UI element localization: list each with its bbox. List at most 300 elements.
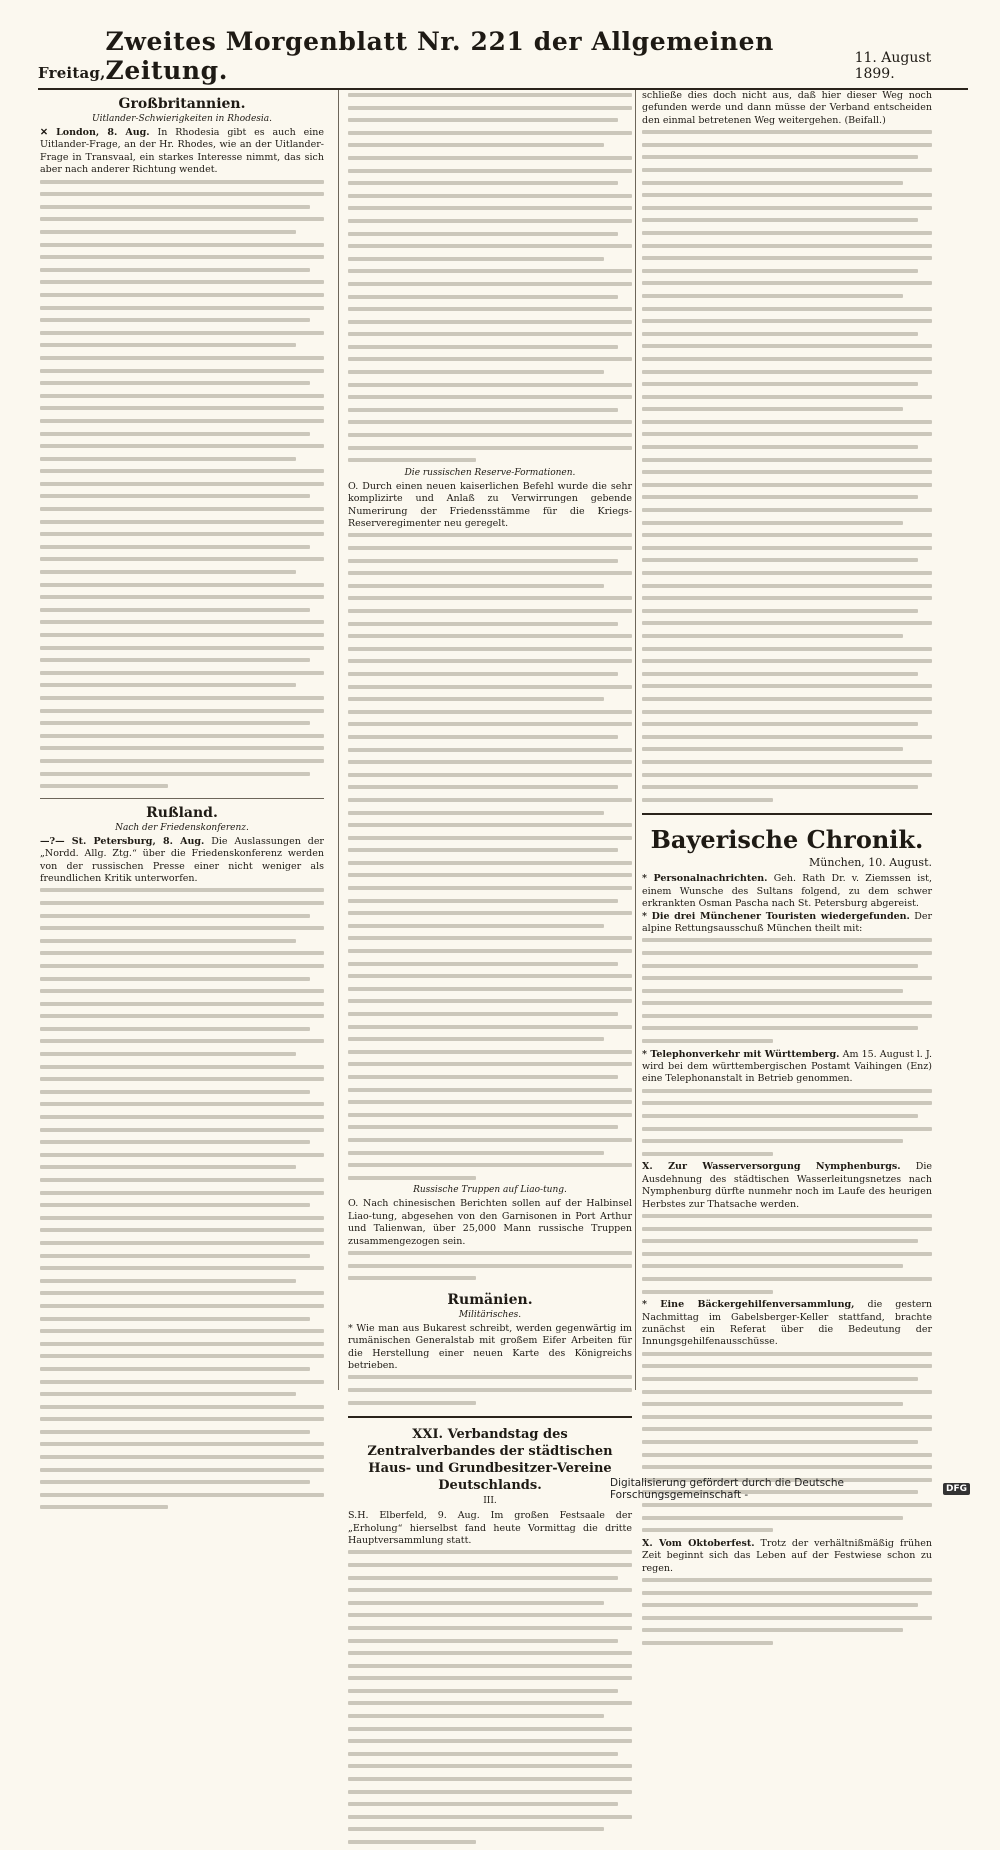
text-line	[40, 293, 324, 303]
column-2	[348, 90, 632, 1850]
dateline: ✕ London, 8. Aug.	[40, 127, 150, 138]
text-line	[348, 93, 632, 103]
text-line	[348, 811, 632, 821]
text-line	[348, 924, 632, 934]
text-line	[40, 1153, 324, 1163]
text-line	[642, 1578, 932, 1588]
text-line	[40, 746, 324, 756]
dateline: —?— St. Petersburg, 8. Aug.	[40, 835, 205, 847]
text-line	[642, 1014, 932, 1024]
text-line	[348, 1062, 632, 1072]
text-line	[348, 1752, 632, 1762]
text-line	[40, 1430, 324, 1440]
text-line	[40, 1392, 324, 1402]
text-line	[40, 1077, 324, 1087]
text-line	[348, 446, 632, 456]
text-line	[40, 1367, 324, 1377]
text-line	[642, 1465, 932, 1475]
text-line	[40, 255, 324, 265]
text-line	[348, 634, 632, 644]
illegible-text-block	[348, 93, 632, 468]
text-line	[40, 1380, 324, 1390]
dfg-logo-icon: DFG	[943, 1483, 970, 1495]
text-line	[642, 659, 932, 669]
text-line	[348, 345, 632, 355]
text-line	[40, 381, 324, 391]
text-line	[642, 938, 932, 948]
text-line	[40, 772, 324, 782]
text-line	[642, 976, 932, 986]
text-line	[40, 356, 324, 366]
illegible-text-block	[40, 180, 324, 794]
text-line	[348, 1840, 632, 1850]
article-lead	[642, 911, 932, 936]
section-subheading: Nach der Friedenskonferenz.	[115, 822, 249, 833]
text-line	[348, 1576, 632, 1586]
text-line	[348, 131, 632, 141]
text-line	[40, 989, 324, 999]
text-line	[348, 269, 632, 279]
chronicle-dateline: München, 10. August.	[809, 856, 932, 870]
text-line	[348, 1012, 632, 1022]
text-line	[348, 194, 632, 204]
text-line	[348, 332, 632, 342]
text-line	[40, 1090, 324, 1100]
text-line	[40, 1027, 324, 1037]
text-line	[40, 217, 324, 227]
text-line	[642, 382, 932, 392]
text-line	[348, 169, 632, 179]
text-line	[348, 1639, 632, 1649]
column-rule	[635, 90, 636, 1390]
text-line	[348, 936, 632, 946]
text-line	[40, 419, 324, 429]
text-line	[348, 559, 632, 569]
text-line	[40, 457, 324, 467]
text-line	[40, 721, 324, 731]
article-lead	[642, 1538, 932, 1575]
text-line	[40, 1266, 324, 1276]
text-line	[642, 1364, 932, 1374]
item-heading: X. Vom Oktoberfest.	[642, 1537, 755, 1549]
text-line	[348, 295, 632, 305]
text-line	[348, 219, 632, 229]
text-line	[642, 432, 932, 442]
text-line	[40, 914, 324, 924]
text-line	[642, 1114, 932, 1124]
lead-text: Die Auslassungen der „Nordd. Allg. Ztg.“ über die Friedenskonferenz werden von der russischen Presse einer nicht weniger als freundlichen Kritik unterworfen.	[40, 835, 324, 884]
text-line	[348, 1714, 632, 1724]
text-line	[40, 520, 324, 530]
text-line	[348, 785, 632, 795]
illegible-text-block	[348, 1550, 632, 1849]
text-line	[348, 458, 632, 468]
text-line	[642, 1239, 932, 1249]
text-line	[642, 445, 932, 455]
lead-text: Trotz der verhältnißmäßig frühen Zeit beginnt sich das Leben auf der Festwiese schon zu regen.	[642, 1537, 932, 1574]
text-line	[348, 962, 632, 972]
text-line	[40, 1165, 324, 1175]
text-line	[642, 357, 932, 367]
text-line	[348, 899, 632, 909]
section-heading-grossbritannien: Großbritannien.	[118, 96, 246, 112]
masthead-title: Zweites Morgenblatt Nr. 221 der Allgemeinen Zeitung.	[105, 27, 774, 85]
text-line	[642, 989, 932, 999]
text-line	[40, 1102, 324, 1112]
text-line	[642, 1101, 932, 1111]
illegible-text-block	[642, 938, 932, 1048]
text-line	[40, 620, 324, 630]
text-line	[348, 735, 632, 745]
text-line	[40, 734, 324, 744]
text-line	[642, 571, 932, 581]
text-line	[40, 1178, 324, 1188]
text-line	[348, 106, 632, 116]
illegible-text-block	[642, 130, 932, 807]
section-subheading: Die russischen Reserve-Formationen.	[404, 467, 576, 478]
text-line	[348, 1689, 632, 1699]
text-line	[40, 1140, 324, 1150]
text-line	[642, 1603, 932, 1613]
article-lead	[642, 1161, 932, 1211]
text-line	[642, 1152, 932, 1162]
text-line	[642, 1214, 932, 1224]
text-line	[40, 1216, 324, 1226]
text-line	[40, 469, 324, 479]
section-heading-russland: Rußland.	[146, 804, 218, 821]
text-line	[642, 747, 932, 757]
text-line	[40, 406, 324, 416]
text-line	[40, 759, 324, 769]
text-line	[348, 383, 632, 393]
text-line	[348, 1727, 632, 1737]
text-line	[348, 911, 632, 921]
text-line	[348, 1276, 632, 1286]
text-line	[642, 256, 932, 266]
text-line	[40, 545, 324, 555]
column-rule	[338, 90, 339, 1390]
text-line	[40, 280, 324, 290]
text-line	[348, 357, 632, 367]
text-line	[348, 974, 632, 984]
text-line	[40, 507, 324, 517]
text-line	[348, 1613, 632, 1623]
text-line	[40, 1291, 324, 1301]
text-line	[642, 1227, 932, 1237]
text-line	[40, 1405, 324, 1415]
text-line	[642, 722, 932, 732]
text-line	[348, 1125, 632, 1135]
text-line	[348, 685, 632, 695]
text-line	[642, 533, 932, 543]
text-line	[348, 1802, 632, 1812]
text-line	[642, 584, 932, 594]
text-line	[40, 1480, 324, 1490]
text-line	[642, 1516, 932, 1526]
text-line	[642, 168, 932, 178]
text-line	[348, 672, 632, 682]
text-line	[40, 951, 324, 961]
column-1	[40, 90, 324, 1515]
text-line	[642, 1352, 932, 1362]
section-heading-rumaenien: Rumänien.	[447, 1291, 533, 1308]
text-line	[348, 1563, 632, 1573]
text-line	[40, 394, 324, 404]
digitization-credit	[610, 1478, 970, 1500]
text-line	[642, 596, 932, 606]
article-lead	[642, 873, 932, 910]
section-subheading: Militärisches.	[458, 1309, 522, 1320]
masthead-day: Freitag,	[38, 64, 106, 82]
text-line	[348, 798, 632, 808]
text-line	[642, 294, 932, 304]
text-line	[40, 1304, 324, 1314]
text-line	[348, 370, 632, 380]
text-line	[348, 697, 632, 707]
text-line	[348, 609, 632, 619]
text-line	[642, 1139, 932, 1149]
item-heading: * Die drei Münchener Touristen wiedergefunden.	[642, 910, 910, 922]
text-line	[642, 458, 932, 468]
article-lead	[642, 1049, 932, 1086]
text-line	[348, 584, 632, 594]
column-3	[642, 90, 932, 1651]
text-line	[348, 181, 632, 191]
text-line	[40, 658, 324, 668]
text-line	[348, 1138, 632, 1148]
article-part-number: III.	[483, 1496, 497, 1507]
text-line	[40, 1442, 324, 1452]
text-line	[348, 1764, 632, 1774]
text-line	[40, 1354, 324, 1364]
text-line	[642, 1252, 932, 1262]
text-line	[348, 1151, 632, 1161]
text-line	[642, 508, 932, 518]
lead-text: Am 15. August l. J. wird bei dem württembergischen Postamt Vaihingen (Enz) eine Telephonanstalt in Betrieb genommen.	[642, 1048, 932, 1085]
text-line	[348, 861, 632, 871]
text-line	[348, 1550, 632, 1560]
text-line	[642, 307, 932, 317]
text-line	[348, 1626, 632, 1636]
text-line	[642, 647, 932, 657]
text-line	[642, 344, 932, 354]
text-line	[642, 1039, 932, 1049]
text-line	[348, 1264, 632, 1274]
text-line	[348, 320, 632, 330]
masthead-date: 11. August 1899.	[854, 50, 932, 82]
text-line	[642, 1089, 932, 1099]
text-line	[40, 1039, 324, 1049]
text-line	[642, 269, 932, 279]
text-line	[642, 281, 932, 291]
section-heading-bayerische-chronik: Bayerische Chronik.	[650, 825, 924, 855]
text-line	[40, 683, 324, 693]
text-line	[642, 1528, 932, 1538]
text-line	[348, 307, 632, 317]
text-line	[348, 433, 632, 443]
text-line	[348, 1739, 632, 1749]
text-line	[40, 1505, 324, 1515]
text-line	[348, 1651, 632, 1661]
text-line	[642, 521, 932, 531]
text-line	[40, 1228, 324, 1238]
text-line	[642, 319, 932, 329]
text-line	[642, 1427, 932, 1437]
text-line	[642, 1390, 932, 1400]
text-line	[642, 609, 932, 619]
text-line	[40, 180, 324, 190]
text-line	[348, 1401, 632, 1411]
text-line	[40, 1014, 324, 1024]
text-line	[642, 1616, 932, 1626]
lead-text: In Rhodesia gibt es auch eine Uitlander-Frage, an der Hr. Rhodes, wie an der Uitlander-Frage in Transvaal, ein starkes Interesse nimmt, das sich aber nach anderer Richtung wendet.	[40, 127, 324, 176]
text-line	[348, 1100, 632, 1110]
text-line	[40, 709, 324, 719]
section-divider	[40, 798, 324, 799]
text-line	[40, 1203, 324, 1213]
text-line	[642, 495, 932, 505]
text-line	[40, 1191, 324, 1201]
text-line	[40, 444, 324, 454]
text-line	[642, 395, 932, 405]
text-line	[642, 1440, 932, 1450]
text-line	[348, 156, 632, 166]
text-line	[40, 1317, 324, 1327]
text-line	[348, 773, 632, 783]
text-line	[642, 1290, 932, 1300]
text-line	[348, 873, 632, 883]
text-line	[642, 785, 932, 795]
text-line	[348, 571, 632, 581]
text-line	[642, 470, 932, 480]
text-line	[40, 1417, 324, 1427]
text-line	[642, 181, 932, 191]
text-line	[40, 926, 324, 936]
text-line	[642, 1026, 932, 1036]
text-line	[642, 951, 932, 961]
text-line	[40, 557, 324, 567]
text-line	[40, 696, 324, 706]
text-line	[642, 193, 932, 203]
text-line	[40, 1065, 324, 1075]
text-line	[642, 1503, 932, 1513]
text-line	[642, 1264, 932, 1274]
text-line	[40, 494, 324, 504]
illegible-text-block	[40, 888, 324, 1515]
text-line	[642, 735, 932, 745]
text-line	[642, 1127, 932, 1137]
text-line	[642, 634, 932, 644]
article-lead: schließe dies doch nicht aus, daß hier dieser Weg noch gefunden werde und dann müsse der Verband entscheiden den einmal betretenen Weg weitergehen. (Beifall.)	[642, 90, 932, 126]
text-line	[40, 570, 324, 580]
text-line	[642, 332, 932, 342]
text-line	[40, 482, 324, 492]
text-line	[348, 1037, 632, 1047]
text-line	[642, 1628, 932, 1638]
text-line	[348, 244, 632, 254]
text-line	[40, 205, 324, 215]
text-line	[40, 671, 324, 681]
article-lead	[40, 836, 324, 886]
illegible-text-block	[642, 1352, 932, 1538]
text-line	[40, 343, 324, 353]
illegible-text-block	[642, 1214, 932, 1299]
item-heading: * Telephonverkehr mit Württemberg.	[642, 1048, 840, 1060]
item-heading: * Personalnachrichten.	[642, 873, 768, 885]
text-line	[40, 1279, 324, 1289]
text-line	[40, 1493, 324, 1503]
text-line	[348, 886, 632, 896]
text-line	[348, 1176, 632, 1186]
text-line	[348, 1388, 632, 1398]
text-line	[348, 1664, 632, 1674]
text-line	[348, 408, 632, 418]
article-lead	[642, 1299, 932, 1349]
text-line	[40, 369, 324, 379]
text-line	[642, 370, 932, 380]
text-line	[642, 546, 932, 556]
text-line	[348, 722, 632, 732]
text-line	[40, 1241, 324, 1251]
text-line	[642, 697, 932, 707]
text-line	[348, 206, 632, 216]
text-line	[642, 244, 932, 254]
section-divider	[348, 1416, 632, 1418]
text-line	[642, 155, 932, 165]
text-line	[348, 1375, 632, 1385]
text-line	[348, 546, 632, 556]
text-line	[348, 999, 632, 1009]
text-line	[642, 964, 932, 974]
text-line	[348, 143, 632, 153]
text-line	[348, 748, 632, 758]
text-line	[642, 130, 932, 140]
section-subheading: Russische Truppen auf Liao-tung.	[413, 1185, 567, 1196]
section-divider	[642, 813, 932, 815]
text-line	[348, 1251, 632, 1261]
text-line	[642, 1591, 932, 1601]
text-line	[40, 318, 324, 328]
text-line	[348, 760, 632, 770]
article-lead	[40, 127, 324, 177]
text-line	[642, 231, 932, 241]
text-line	[348, 710, 632, 720]
article-lead: * Wie man aus Bukarest schreibt, werden gegenwärtig im rumänischen Generalstab mit großem Eifer Arbeiten für die Herstellung einer neuen Karte des Königreichs betrieben.	[348, 1322, 632, 1371]
masthead	[38, 27, 968, 90]
text-line	[348, 232, 632, 242]
text-line	[348, 1088, 632, 1098]
credit-text: Digitalisierung gefördert durch die Deutsche Forschungsgemeinschaft -	[610, 1477, 844, 1501]
text-line	[642, 1402, 932, 1412]
text-line	[642, 621, 932, 631]
text-line	[348, 1025, 632, 1035]
text-line	[40, 1455, 324, 1465]
text-line	[348, 1163, 632, 1173]
text-line	[642, 206, 932, 216]
text-line	[348, 1827, 632, 1837]
text-line	[348, 1050, 632, 1060]
text-line	[40, 888, 324, 898]
text-line	[348, 823, 632, 833]
text-line	[40, 1052, 324, 1062]
text-line	[642, 218, 932, 228]
text-line	[642, 420, 932, 430]
article-lead: S.H. Elberfeld, 9. Aug. Im großen Festsaale der „Erholung“ hierselbst fand heute Vormittag die dritte Hauptversammlung statt.	[348, 1510, 632, 1546]
text-line	[348, 1777, 632, 1787]
text-line	[642, 1277, 932, 1287]
text-line	[348, 848, 632, 858]
text-line	[348, 1601, 632, 1611]
